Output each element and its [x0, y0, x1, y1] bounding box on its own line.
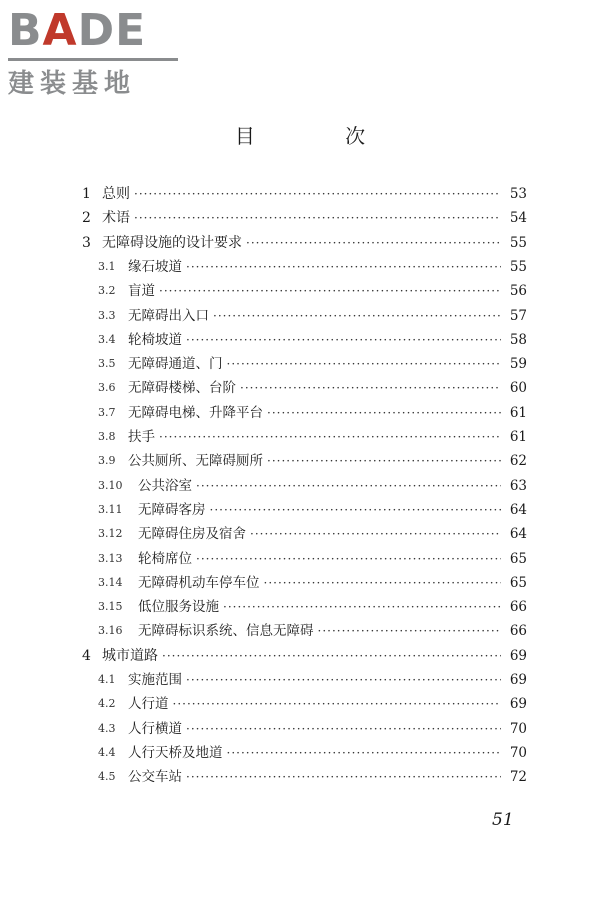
toc-dot-leader — [186, 670, 501, 690]
toc-entry[interactable] — [98, 476, 527, 496]
toc-entry-page: 65 — [509, 574, 527, 591]
toc-dot-leader — [210, 500, 502, 520]
toc-entry-page: 55 — [509, 258, 527, 275]
toc-entry-number: 4.5 — [98, 770, 116, 784]
toc-dot-leader — [267, 403, 501, 423]
logo-wordmark — [8, 6, 178, 56]
toc-entry-label: 城市道路 — [102, 647, 158, 664]
toc-entry-number: 3.11 — [98, 502, 123, 516]
logo-underline — [8, 58, 178, 61]
toc-entry[interactable] — [98, 621, 527, 641]
toc-entry-label: 公交车站 — [128, 769, 182, 786]
toc-entry-page: 61 — [509, 404, 527, 421]
toc-entry-page: 56 — [509, 283, 527, 300]
toc-dot-leader — [240, 378, 501, 398]
toc-dot-leader — [196, 476, 501, 496]
toc-entry-label: 扶手 — [128, 429, 155, 445]
toc-entry-page: 66 — [509, 623, 527, 640]
toc-entry-number: 3.3 — [98, 308, 116, 322]
toc-entry[interactable] — [82, 184, 527, 204]
toc-title: 目 次 — [234, 124, 408, 148]
toc-entry-label: 公共厕所、无障碍厕所 — [128, 453, 263, 470]
toc-entry-label: 无障碍机动车停车位 — [138, 574, 260, 591]
toc-entry-number: 4.1 — [98, 673, 116, 686]
toc-dot-leader — [134, 184, 501, 204]
logo-letters: DE — [77, 5, 147, 56]
toc-entry[interactable] — [98, 306, 527, 326]
toc-dot-leader — [186, 719, 501, 739]
toc-entry-page: 60 — [509, 380, 527, 397]
toc-dot-leader — [250, 524, 501, 544]
toc-entry[interactable] — [98, 500, 527, 520]
page-number: 51 — [492, 810, 514, 830]
toc-entry-page: 66 — [509, 599, 527, 616]
toc-entry-number: 1 — [82, 186, 91, 202]
toc-entry-label: 人行道 — [128, 696, 169, 713]
toc-dot-leader — [186, 330, 501, 350]
toc-entry-page: 70 — [509, 720, 527, 737]
toc-entry-page: 69 — [509, 696, 527, 713]
toc-entry-label: 实施范围 — [128, 672, 182, 688]
toc-entry-number: 3.5 — [98, 357, 116, 371]
logo-subtitle: 建装基地 — [8, 69, 137, 99]
toc-entry-page: 57 — [509, 307, 527, 324]
toc-entry[interactable] — [98, 549, 527, 569]
toc-entry-page: 59 — [509, 356, 527, 373]
toc-entry[interactable] — [98, 427, 527, 447]
toc-entry[interactable] — [98, 281, 527, 301]
toc-entry-page: 54 — [509, 210, 527, 227]
toc-dot-leader — [159, 281, 501, 301]
toc-entry-number: 3.1 — [98, 259, 116, 273]
toc-entry-number: 3.2 — [98, 284, 116, 298]
toc-entry[interactable] — [98, 330, 527, 350]
toc-dot-leader — [318, 621, 502, 641]
toc-entry[interactable] — [98, 694, 527, 714]
toc-entry-label: 无障碍电梯、升降平台 — [128, 404, 263, 421]
toc-entry-label: 无障碍客房 — [138, 501, 206, 518]
toc-entry[interactable] — [98, 767, 527, 787]
toc-dot-leader — [227, 743, 502, 763]
toc-entry-number: 4.2 — [98, 697, 116, 711]
toc-dot-leader — [196, 549, 501, 569]
toc-entry-number: 3 — [82, 234, 91, 251]
toc-entry-number: 4 — [82, 647, 91, 664]
toc-entry-label: 无障碍出入口 — [128, 307, 209, 324]
toc-entry-page: 65 — [509, 550, 527, 567]
toc-entry-page: 69 — [509, 672, 527, 688]
toc-dot-leader — [213, 306, 501, 326]
toc-entry-page: 62 — [509, 453, 527, 470]
toc-entry-page: 61 — [509, 429, 527, 445]
toc-entry[interactable] — [98, 378, 527, 398]
toc-dot-leader — [173, 694, 502, 714]
toc-entry-label: 盲道 — [128, 283, 155, 300]
toc-entry-label: 缘石坡道 — [128, 258, 182, 275]
toc-dot-leader — [227, 354, 502, 374]
toc-entry-label: 人行天桥及地道 — [128, 744, 223, 761]
toc-entry-label: 无障碍住房及宿舍 — [138, 526, 246, 543]
toc-entry[interactable] — [98, 670, 527, 690]
toc-entry-label: 人行横道 — [128, 720, 182, 737]
toc-entry[interactable] — [98, 257, 527, 277]
toc-entry[interactable] — [98, 597, 527, 617]
toc-dot-leader — [246, 233, 501, 253]
toc-dot-leader — [134, 208, 501, 228]
toc-entry-number: 3.4 — [98, 332, 116, 346]
toc-entry-number: 3.15 — [98, 600, 123, 614]
toc-entry-number: 4.4 — [98, 745, 116, 759]
toc-entry-label: 无障碍通道、门 — [128, 356, 223, 373]
toc-entry[interactable] — [98, 451, 527, 471]
logo-accent-letter: A — [42, 5, 78, 56]
toc-entry-number: 4.3 — [98, 721, 116, 735]
toc-entry[interactable] — [98, 524, 527, 544]
toc-entry-number: 3.10 — [98, 478, 123, 492]
toc-entry[interactable] — [82, 646, 527, 666]
toc-entry-page: 64 — [509, 526, 527, 543]
toc-dot-leader — [186, 257, 501, 277]
toc-entry-number: 3.8 — [98, 430, 116, 443]
toc-entry-label: 无障碍标识系统、信息无障碍 — [138, 623, 314, 640]
toc-dot-leader — [223, 597, 501, 617]
toc-entry[interactable] — [98, 573, 527, 593]
toc-entry-label: 低位服务设施 — [138, 599, 219, 616]
toc-entry-number: 3.6 — [98, 381, 116, 395]
toc-dot-leader — [267, 451, 501, 471]
toc-entry-number: 3.13 — [98, 551, 123, 565]
toc-entry[interactable] — [98, 743, 527, 763]
toc-entry-page: 69 — [509, 647, 527, 664]
toc-entry-page: 58 — [509, 331, 527, 348]
toc-entry-label: 轮椅席位 — [138, 550, 192, 567]
toc-entry-number: 3.14 — [98, 575, 123, 589]
toc-dot-leader — [264, 573, 502, 593]
toc-entry[interactable] — [82, 208, 527, 228]
toc-entry-label: 公共浴室 — [138, 477, 192, 494]
toc-entry-number: 3.12 — [98, 527, 123, 541]
brand-logo — [8, 5, 178, 99]
toc-entry[interactable] — [98, 403, 527, 423]
toc-entry-number: 3.16 — [98, 624, 123, 638]
toc-entry-number: 2 — [82, 210, 91, 227]
toc-entry-page: 72 — [509, 769, 527, 786]
toc-entry[interactable] — [82, 233, 527, 253]
toc-entry-page: 64 — [509, 501, 527, 518]
toc-entry-label: 总则 — [102, 186, 130, 202]
toc-entry-label: 无障碍设施的设计要求 — [102, 234, 242, 251]
toc-entry[interactable] — [98, 719, 527, 739]
toc-entry-label: 无障碍楼梯、台阶 — [128, 380, 236, 397]
toc-entry-page: 70 — [509, 744, 527, 761]
toc-dot-leader — [159, 427, 501, 447]
toc-entry-number: 3.9 — [98, 454, 116, 468]
toc-dot-leader — [162, 646, 501, 666]
toc-entry-page: 53 — [509, 186, 527, 202]
toc-entry-label: 术语 — [102, 210, 130, 227]
toc-entry-page: 63 — [509, 477, 527, 494]
toc-entry-label: 轮椅坡道 — [128, 331, 182, 348]
toc-dot-leader — [186, 767, 501, 787]
toc-entry[interactable] — [98, 354, 527, 374]
toc-entry-page: 55 — [509, 234, 527, 251]
toc-entry-number: 3.7 — [98, 405, 116, 419]
logo-letter: B — [8, 5, 43, 56]
